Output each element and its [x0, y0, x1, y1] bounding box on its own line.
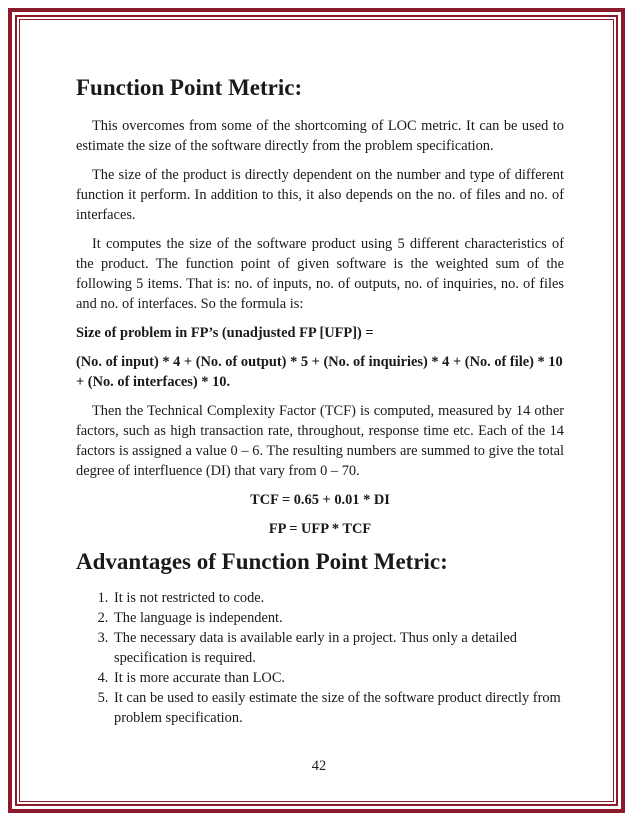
advantages-list [76, 588, 564, 728]
list-item: 3. The necessary data is available early in a project. Thus only a detailed specification is required. [112, 628, 564, 668]
section-heading-function-point: Function Point Metric: [76, 75, 303, 100]
fp-formula: FP = UFP * TCF [268, 521, 372, 537]
section-heading-advantages: Advantages of Function Point Metric: [76, 549, 448, 574]
paragraph-tcf: Then the Technical Complexity Factor (TCF) is computed, measured by 14 other factors, such as high transaction rate, throughout, response time etc. Each of the 14 factors is assigned a value 0 – 6. The resulting numbers are summed to give the total degree of interfluence (DI) that vary from 0 – 70. [76, 403, 564, 479]
formula-label: Size of problem in FP’s (unadjusted FP [UFP]) = [76, 325, 374, 341]
ufp-formula: (No. of input) * 4 + (No. of output) * 5 + (No. of inquiries) * 4 + (No. of file) * 10 + (No. of interfaces) * 10. [76, 354, 563, 390]
list-item: 1. It is not restricted to code. [112, 588, 564, 608]
page-number: 42 [311, 758, 327, 774]
paragraph-intro: This overcomes from some of the shortcoming of LOC metric. It can be used to estimate the size of the software directly from the problem specification. [76, 118, 564, 154]
list-item: 5. It can be used to easily estimate the size of the software product directly from problem specification. [112, 688, 564, 728]
tcf-formula: TCF = 0.65 + 0.01 * DI [250, 492, 390, 508]
paragraph-characteristics: It computes the size of the software product using 5 different characteristics of the product. The function point of given software is the weighted sum of the following 5 items. That is: no. of inputs, no. of outputs, no. of inquiries, no. of files and no. of interfaces. So the formula is: [76, 236, 564, 312]
page-content [76, 74, 564, 728]
list-item: 4. It is more accurate than LOC. [112, 668, 564, 688]
list-item: 2. The language is independent. [112, 608, 564, 628]
paragraph-size: The size of the product is directly dependent on the number and type of different function it perform. In addition to this, it also depends on the no. of files and no. of interfaces. [76, 167, 564, 223]
